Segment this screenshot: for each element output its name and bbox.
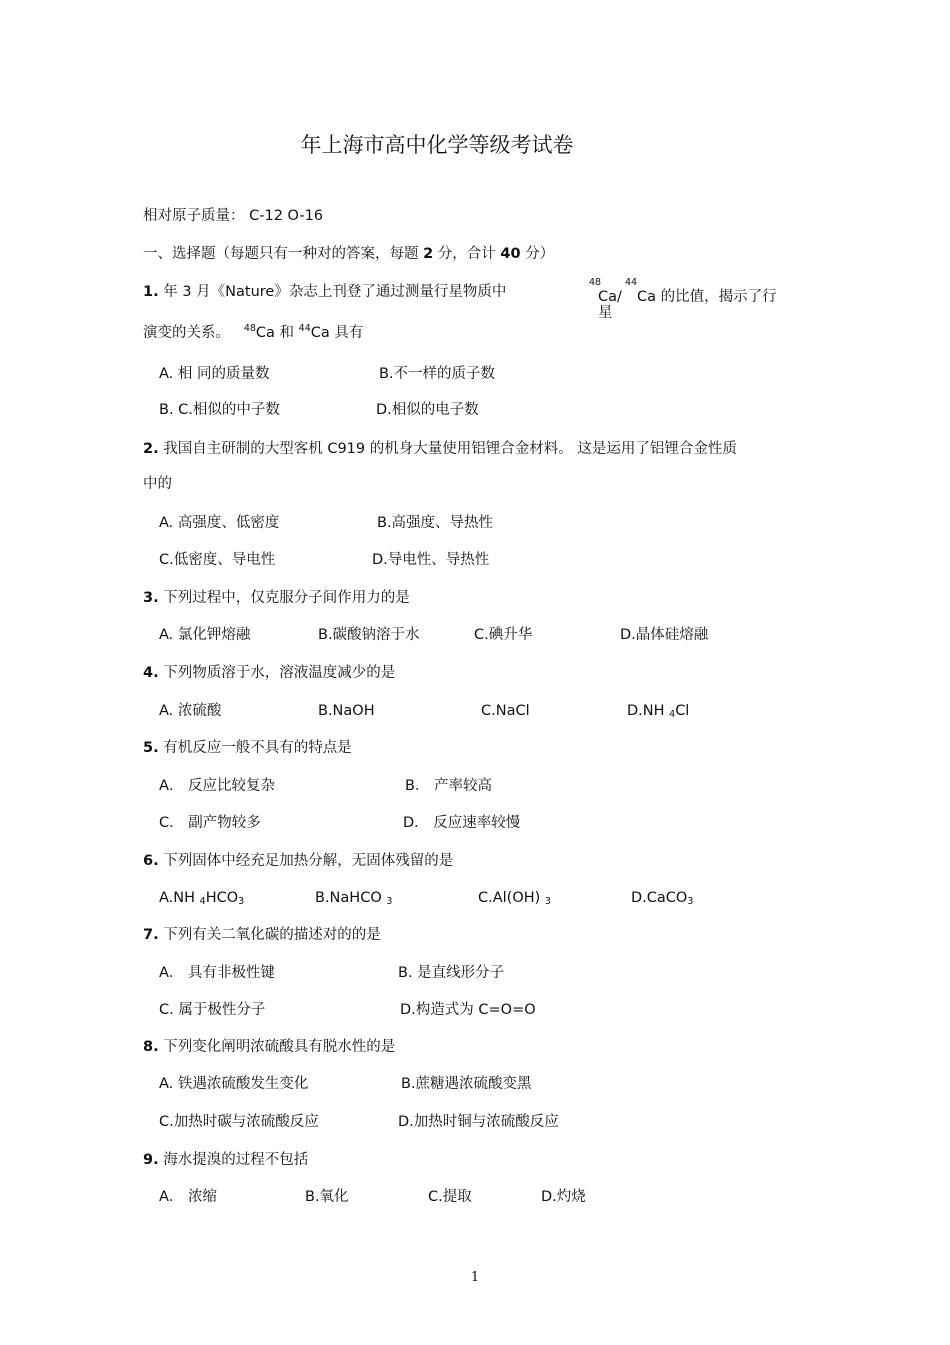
question-6 [143, 852, 453, 870]
question-4 [143, 664, 395, 682]
question-1-text-b: Ca 的比值，揭示了行 [637, 289, 777, 305]
section-prefix: 一、选择题（每题只有一种对的答案，每题 [143, 246, 424, 262]
question-8-option-c: C.加热时碳与浓硫酸反应 [159, 1114, 319, 1130]
question-5-option-c: C． 副产物较多 [159, 815, 261, 831]
question-3-option-c: C.碘升华 [474, 627, 533, 643]
question-8-option-d: D.加热时铜与浓硫酸反应 [398, 1114, 559, 1130]
question-1-option-b: B.不一样的质子数 [379, 366, 496, 382]
question-2-option-b: B.高强度、导热性 [377, 515, 494, 531]
question-6-option-a-b: HCO [205, 890, 239, 906]
section-total: 40 [500, 246, 521, 262]
question-8 [143, 1038, 395, 1056]
question-9-option-c: C.提取 [428, 1189, 472, 1205]
question-7-option-b: B. 是直线形分子 [398, 965, 505, 981]
question-9 [143, 1151, 308, 1169]
question-1-text: 年 3 月《Nature》杂志上刊登了通过测量行星物质中 [158, 284, 507, 300]
question-6-option-d-sub: 3 [687, 896, 694, 907]
question-6-text: 下列固体中经充足加热分解，无固体残留的是 [163, 853, 454, 869]
question-4-option-c: C.NaCl [481, 703, 530, 719]
question-1-option-d: D.相似的电子数 [376, 402, 479, 418]
question-7-option-c: C. 属于极性分子 [159, 1002, 266, 1018]
question-6-option-c-sub: 3 [544, 896, 551, 907]
question-2-text-2: 中的 [143, 476, 172, 492]
question-4-number: 4. [143, 665, 159, 681]
question-3-text: 下列过程中，仅克服分子间作用力的是 [163, 590, 410, 606]
question-2-option-c: C.低密度、导电性 [159, 552, 276, 568]
section-points: 2 [423, 246, 434, 262]
question-4-option-d [627, 702, 689, 722]
page-title: 年上海市高中化学等级考试卷 [300, 133, 574, 157]
question-6-option-a [159, 889, 244, 909]
question-3-option-d: D.晶体硅熔融 [620, 627, 709, 643]
question-1-line2-b: Ca 和 [255, 325, 299, 341]
question-5-number: 5. [143, 740, 159, 756]
section-suffix: 分） [520, 246, 555, 262]
question-9-option-d: D.灼烧 [541, 1189, 586, 1205]
question-7-text: 下列有关二氧化碳的描述对的的是 [163, 927, 381, 943]
question-6-option-d [631, 889, 693, 909]
question-2-text: 我国自主研制的大型客机 C919 的机身大量使用铝锂合金材料。 这是运用了铝锂合金性质 [163, 441, 737, 457]
question-1-line2-sup48: 48 [243, 323, 256, 334]
question-6-option-c [478, 889, 551, 909]
question-4-option-b: B.NaOH [318, 703, 375, 719]
question-6-option-b [315, 889, 392, 909]
question-6-option-a-sub2: 3 [238, 896, 245, 907]
question-1-isotope-48: 48 [589, 277, 602, 288]
question-1-line2-sup44: 44 [298, 323, 311, 334]
question-2-option-d: D.导电性、导热性 [372, 552, 490, 568]
question-2 [143, 440, 737, 458]
question-3-number: 3. [143, 590, 159, 606]
question-1-text-c: 星 [598, 305, 613, 321]
question-1-line2 [143, 324, 363, 344]
question-6-option-c-a: C.Al(OH) [478, 890, 545, 906]
question-5-option-b: B． 产率较高 [405, 778, 493, 794]
question-3-option-a: A. 氯化钾熔融 [159, 627, 251, 643]
atomic-mass-note: 相对原子质量： C-12 O-16 [143, 208, 324, 224]
question-8-option-a: A. 铁遇浓硫酸发生变化 [159, 1076, 309, 1092]
question-4-option-d-b: Cl [675, 703, 690, 719]
question-2-option-a: A. 高强度、低密度 [159, 515, 280, 531]
question-3 [143, 589, 410, 607]
question-4-option-d-sub: 4 [669, 709, 676, 720]
question-1-line2-a: 演变的关系。 [143, 325, 230, 341]
question-4-option-d-a: D.NH [627, 703, 670, 719]
question-2-number: 2. [143, 441, 159, 457]
question-6-number: 6. [143, 853, 159, 869]
question-7-option-a: A． 具有非极性键 [159, 965, 276, 981]
question-5 [143, 739, 352, 757]
question-7-number: 7. [143, 927, 159, 943]
question-1-option-c: B. C.相似的中子数 [159, 402, 280, 418]
question-1-line2-c: Ca 具有 [310, 325, 364, 341]
question-5-option-a: A． 反应比较复杂 [159, 778, 276, 794]
question-9-option-b: B.氧化 [305, 1189, 349, 1205]
question-8-text: 下列变化阐明浓硫酸具有脱水性的是 [163, 1039, 396, 1055]
question-9-option-a: A． 浓缩 [159, 1189, 218, 1205]
question-6-option-a-sub1: 4 [199, 896, 206, 907]
question-1-isotope-44: 44 [625, 277, 638, 288]
question-1 [143, 283, 506, 301]
question-6-option-a-a: A.NH [159, 890, 200, 906]
question-7 [143, 926, 381, 944]
section-heading [143, 245, 554, 263]
section-mid: 分，合计 [433, 246, 501, 262]
question-6-option-b-a: B.NaHCO [315, 890, 387, 906]
question-1-option-a: A. 相 同的质量数 [159, 366, 270, 382]
question-8-number: 8. [143, 1039, 159, 1055]
question-4-text: 下列物质溶于水，溶液温度减少的是 [163, 665, 396, 681]
question-6-option-d-a: D.CaCO [631, 890, 688, 906]
question-4-option-a: A. 浓硫酸 [159, 703, 222, 719]
question-9-text: 海水提溴的过程不包括 [163, 1152, 309, 1168]
question-5-text: 有机反应一般不具有的特点是 [163, 740, 352, 756]
question-8-option-b: B.蔗糖遇浓硫酸变黑 [401, 1076, 532, 1092]
question-1-ca-ratio: Ca/ [598, 289, 622, 305]
question-9-number: 9. [143, 1152, 159, 1168]
question-6-option-b-sub: 3 [386, 896, 393, 907]
question-1-number: 1. [143, 284, 159, 300]
question-3-option-b: B.碳酸钠溶于水 [318, 627, 420, 643]
question-7-option-d: D.构造式为 C=O=O [400, 1002, 536, 1018]
page-number: 1 [470, 1270, 480, 1285]
question-5-option-d: D． 反应速率较慢 [403, 815, 521, 831]
